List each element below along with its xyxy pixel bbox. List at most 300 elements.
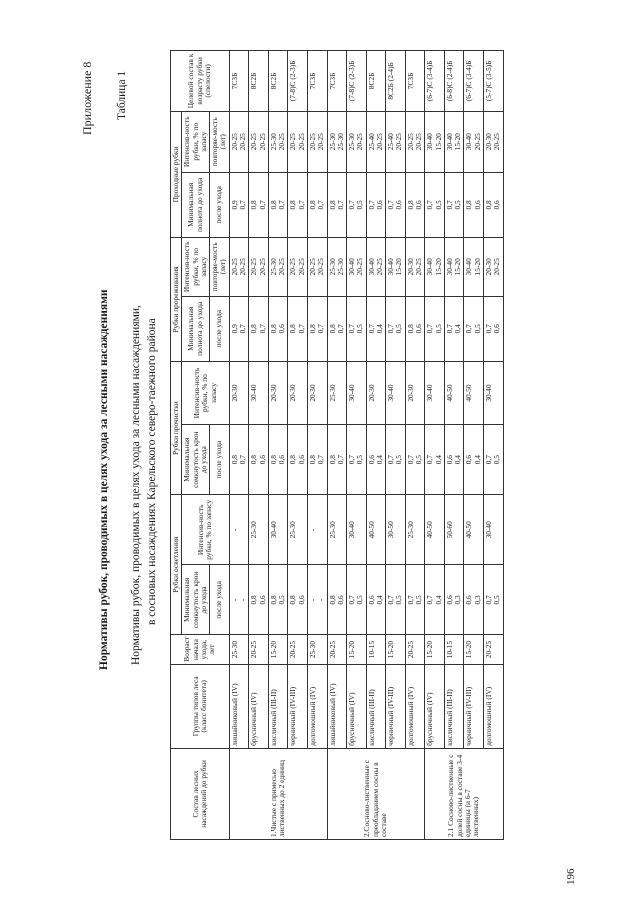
thinning-intensity-cell — [484, 238, 504, 296]
passage-intensity-cell-after: 20-25 — [296, 133, 306, 151]
passage-density-cell — [405, 172, 425, 237]
cleaning-density-cell-after: 0,4 — [374, 455, 384, 465]
table-row — [464, 51, 484, 840]
passage-intensity-cell-after: 20-25 — [394, 133, 404, 151]
passage-density-cell-before: 0,8 — [268, 200, 278, 210]
lighting-density-cell-before: 0,7 — [386, 595, 396, 605]
lighting-density-cell-after: - — [316, 598, 326, 602]
header-p-min: Минимальная полнота до ухода — [182, 172, 210, 237]
lighting-density-cell — [288, 565, 308, 635]
header-c-after: после ухода — [210, 425, 230, 495]
passage-intensity-cell-before: 25-40 — [366, 133, 376, 151]
thinning-density-cell-before: 0,8 — [288, 324, 298, 334]
passage-intensity-cell-after: 20-25 — [492, 133, 502, 151]
table-row — [249, 51, 269, 840]
thinning-density-cell-after: 0,5 — [433, 324, 443, 334]
table-row — [484, 51, 504, 840]
lighting-density-cell — [347, 565, 367, 635]
lighting-density-cell — [249, 565, 269, 635]
passage-intensity-cell — [464, 111, 484, 172]
passage-density-cell — [229, 172, 249, 237]
cleaning-intensity-cell: 30-40 — [484, 361, 504, 424]
thinning-density-cell-before: 0,7 — [425, 324, 435, 334]
target-composition-cell: 8С2Б — [268, 51, 288, 112]
passage-density-cell-after: 0,6 — [414, 200, 424, 210]
passage-density-cell-before: 0,7 — [347, 200, 357, 210]
lighting-intensity-cell: 30-40 — [347, 495, 367, 565]
passage-intensity-cell — [386, 111, 406, 172]
passage-intensity-cell-after: 20-25 — [237, 133, 247, 151]
passage-intensity-cell — [425, 111, 445, 172]
thinning-intensity-cell — [366, 238, 386, 296]
group-name-cell: 2.Сосново-лиственные с преобладанием сосны в составе — [327, 748, 425, 839]
target-composition-cell: (6-7)С (3-4)Б — [464, 51, 484, 112]
thinning-density-cell-before: 0,7 — [464, 324, 474, 334]
table-header — [171, 51, 230, 840]
thinning-density-cell-before: 0,8 — [405, 324, 415, 334]
table-row — [444, 51, 464, 840]
thinning-density-cell-after: 0,4 — [453, 324, 463, 334]
cleaning-density-cell-before: 0,8 — [229, 455, 239, 465]
passage-density-cell-before: 0,7 — [366, 200, 376, 210]
thinning-intensity-cell-after: 20-25 — [257, 258, 267, 276]
passage-density-cell-after: 0,6 — [472, 200, 482, 210]
thinning-density-cell-before: 0,8 — [268, 324, 278, 334]
passage-intensity-cell-after: 15-20 — [433, 133, 443, 151]
header-l-min: Минимальная сомкнутость крон до ухода — [182, 565, 210, 635]
group-name-cell: 2.1 Сосново-лиственные с долей сосны в составе 3-4 единицы (и 6-7 лиственных) — [425, 748, 503, 839]
header-age: Возраст начала ухода, лет — [171, 635, 230, 664]
cleaning-density-cell-before: 0,8 — [307, 455, 317, 465]
lighting-density-cell — [484, 565, 504, 635]
lighting-density-cell-before: - — [307, 598, 317, 602]
passage-density-cell-after: 0,6 — [394, 200, 404, 210]
thinning-intensity-cell-before: 30-40 — [425, 258, 435, 276]
table-label: Таблица 1 — [116, 70, 128, 120]
passage-density-cell-after: 0,6 — [492, 200, 502, 210]
thinning-intensity-cell — [288, 238, 308, 296]
passage-intensity-cell-after: 25-30 — [335, 133, 345, 151]
header-l-after: после ухода — [210, 565, 230, 635]
lighting-intensity-cell: 25-30 — [288, 495, 308, 565]
passage-density-cell — [484, 172, 504, 237]
passage-density-cell-after: 0,5 — [433, 200, 443, 210]
header-thinning: Рубки прореживания — [171, 238, 182, 362]
thinning-density-cell-before: 0,9 — [229, 324, 239, 334]
table-row — [425, 51, 445, 840]
lighting-intensity-cell: 40-50 — [425, 495, 445, 565]
thinning-density-cell — [347, 296, 367, 361]
cleaning-density-cell — [386, 425, 406, 495]
passage-intensity-cell-after: 20-25 — [257, 133, 267, 151]
cleaning-density-cell-before: 0,8 — [268, 455, 278, 465]
cleaning-density-cell — [229, 425, 249, 495]
cleaning-density-cell-after: 0,5 — [492, 455, 502, 465]
cleaning-intensity-cell: 40-50 — [464, 361, 484, 424]
thinning-intensity-cell — [405, 238, 425, 296]
thinning-density-cell-before: 0,7 — [386, 324, 396, 334]
cleaning-density-cell-after: 0,6 — [296, 455, 306, 465]
lighting-density-cell — [307, 565, 327, 635]
cleaning-density-cell-before: 0,7 — [484, 455, 493, 465]
forest-type-cell: долгомошный (IV) — [405, 664, 425, 748]
lighting-intensity-cell: - — [229, 495, 249, 565]
table-row — [307, 51, 327, 840]
age-cell: 20-25 — [405, 635, 425, 664]
age-cell: 20-25 — [327, 635, 347, 664]
thinning-intensity-cell-before: 30-40 — [464, 258, 474, 276]
passage-intensity-cell-before: 30-40 — [464, 133, 474, 151]
cleaning-density-cell-before: 0,6 — [464, 455, 474, 465]
cleaning-density-cell-after: 0,5 — [355, 455, 365, 465]
passage-intensity-cell-after: 15-20 — [453, 133, 463, 151]
cleaning-intensity-cell: 20-30 — [366, 361, 386, 424]
cleaning-intensity-cell: 20-30 — [268, 361, 288, 424]
lighting-intensity-cell: 40-50 — [464, 495, 484, 565]
lighting-density-cell-after: 0,5 — [492, 595, 502, 605]
lighting-intensity-cell: 25-30 — [249, 495, 269, 565]
header-t-after: после ухода — [210, 296, 230, 361]
passage-intensity-cell-before: 20-25 — [249, 133, 259, 151]
thinning-density-cell-after: 0,5 — [472, 324, 482, 334]
thinning-density-cell-before: 0,7 — [347, 324, 357, 334]
passage-density-cell-before: 0,8 — [249, 200, 259, 210]
cleaning-density-cell-before: 0,6 — [366, 455, 376, 465]
lighting-density-cell-before: 0,6 — [464, 595, 474, 605]
lighting-density-cell — [405, 565, 425, 635]
cleaning-density-cell-before: 0,7 — [347, 455, 357, 465]
forest-type-cell: кисличный (III-II) — [444, 664, 464, 748]
thinning-intensity-cell-before: 20-30 — [405, 258, 415, 276]
thinning-density-cell-after: 0,7 — [335, 324, 345, 334]
table-row — [229, 51, 249, 840]
thinning-intensity-cell — [464, 238, 484, 296]
passage-density-cell-after: 0,5 — [355, 200, 365, 210]
passage-density-cell — [464, 172, 484, 237]
cleaning-density-cell-before: 0,7 — [425, 455, 435, 465]
header-forest-type: Группы типов леса (класс бонитета) — [171, 664, 230, 748]
cleaning-density-cell-after: 0,6 — [257, 455, 267, 465]
thinning-intensity-cell — [444, 238, 464, 296]
cleaning-density-cell-before: 0,7 — [405, 455, 415, 465]
thinning-density-cell-after: 0,7 — [316, 324, 326, 334]
age-cell: 15-20 — [386, 635, 406, 664]
thinning-density-cell-after: 0,6 — [492, 324, 502, 334]
passage-intensity-cell-after: 20-25 — [355, 133, 365, 151]
thinning-intensity-cell-before: 20-30 — [484, 258, 493, 276]
thinning-intensity-cell-before: 30-40 — [366, 258, 376, 276]
passage-density-cell-before: 0,7 — [444, 200, 454, 210]
cleaning-density-cell-after: 0,5 — [414, 455, 424, 465]
forest-type-cell: брусничный (IV) — [249, 664, 269, 748]
lighting-intensity-cell: 30-40 — [484, 495, 504, 565]
lighting-density-cell-after: 0,5 — [394, 595, 404, 605]
thinning-intensity-cell — [327, 238, 347, 296]
thinning-intensity-cell-after: 15-20 — [453, 258, 463, 276]
lighting-density-cell-after: 0,4 — [374, 595, 384, 605]
lighting-density-cell — [386, 565, 406, 635]
lighting-density-cell-after: 0,3 — [453, 595, 463, 605]
age-cell: 15-20 — [425, 635, 445, 664]
thinning-intensity-cell-before: 25-30 — [268, 258, 278, 276]
forest-type-cell: черничный (IV-III) — [464, 664, 484, 748]
passage-intensity-cell — [366, 111, 386, 172]
target-composition-cell: (6-8)С (2-4)Б — [444, 51, 464, 112]
passage-intensity-cell — [307, 111, 327, 172]
lighting-density-cell-before: 0,7 — [347, 595, 357, 605]
cleaning-density-cell — [288, 425, 308, 495]
cleaning-density-cell-after: 0,7 — [335, 455, 345, 465]
cleaning-density-cell — [425, 425, 445, 495]
header-t-min: Минимальная полнота до ухода — [182, 296, 210, 361]
cleaning-density-cell — [307, 425, 327, 495]
lighting-density-cell — [229, 565, 249, 635]
cleaning-density-cell — [327, 425, 347, 495]
main-title: Нормативы рубок, проводимых в целях ухода за лесными насаждениями — [98, 289, 110, 670]
age-cell: 25-30 — [229, 635, 249, 664]
table-row — [288, 51, 308, 840]
forest-type-cell: долгомошный (IV) — [484, 664, 504, 748]
passage-intensity-cell-before: 25-40 — [386, 133, 396, 151]
lighting-density-cell-after: 0,5 — [414, 595, 424, 605]
cleaning-intensity-cell: 40-50 — [444, 361, 464, 424]
thinning-intensity-cell-after: 20-25 — [414, 258, 424, 276]
passage-intensity-cell — [327, 111, 347, 172]
lighting-density-cell-after: 0,6 — [257, 595, 267, 605]
lighting-intensity-cell: - — [307, 495, 327, 565]
thinning-density-cell — [484, 296, 504, 361]
passage-intensity-cell — [249, 111, 269, 172]
thinning-intensity-cell-before: 20-25 — [288, 258, 298, 276]
age-cell: 20-25 — [288, 635, 308, 664]
cleaning-intensity-cell: 20-30 — [307, 361, 327, 424]
header-c-min: Минимальная сомкнутость крон до ухода — [182, 425, 210, 495]
passage-intensity-cell — [288, 111, 308, 172]
passage-density-cell-after: 0,7 — [277, 200, 287, 210]
thinning-intensity-cell-after: 20-25 — [492, 258, 502, 276]
thinning-density-cell-before: 0,8 — [327, 324, 337, 334]
cleaning-density-cell-after: 0,7 — [316, 455, 326, 465]
lighting-density-cell — [425, 565, 445, 635]
lighting-density-cell-before: 0,8 — [327, 595, 337, 605]
cleaning-density-cell-after: 0,4 — [472, 455, 482, 465]
cleaning-density-cell-before: 0,7 — [386, 455, 396, 465]
thinning-intensity-cell — [249, 238, 269, 296]
passage-density-cell-before: 0,7 — [386, 200, 396, 210]
thinning-density-cell — [327, 296, 347, 361]
forest-type-cell: брусничный (IV) — [347, 664, 367, 748]
header-lighting: Рубки осветления — [171, 495, 182, 635]
thinning-intensity-cell-before: 30-40 — [347, 258, 357, 276]
cleaning-density-cell-after: 0,7 — [237, 455, 247, 465]
passage-density-cell-before: 0,8 — [464, 200, 474, 210]
passage-intensity-cell — [229, 111, 249, 172]
passage-density-cell-after: 0,7 — [335, 200, 345, 210]
thinning-density-cell-after: 0,6 — [414, 324, 424, 334]
lighting-intensity-cell: 25-30 — [405, 495, 425, 565]
lighting-intensity-cell: 40-50 — [366, 495, 386, 565]
cleaning-density-cell — [464, 425, 484, 495]
lighting-density-cell-before: - — [229, 598, 239, 602]
forest-type-cell: долгомошный (IV) — [307, 664, 327, 748]
age-cell: 20-25 — [249, 635, 269, 664]
lighting-density-cell — [327, 565, 347, 635]
thinning-intensity-cell-after: 20-25 — [355, 258, 365, 276]
passage-density-cell — [327, 172, 347, 237]
target-composition-cell: 7С3Б — [405, 51, 425, 112]
passage-intensity-cell-before: 25-30 — [327, 133, 337, 151]
header-t-int: Интенсив-ность рубки, % по запасу — [182, 238, 210, 296]
age-cell: 15-20 — [347, 635, 367, 664]
thinning-intensity-cell-before: 20-25 — [307, 258, 317, 276]
cleaning-intensity-cell: 20-30 — [288, 361, 308, 424]
table-row — [268, 51, 288, 840]
passage-density-cell-after: 0,7 — [257, 200, 267, 210]
thinning-density-cell — [366, 296, 386, 361]
passage-density-cell-before: 0,8 — [405, 200, 415, 210]
target-composition-cell: 7С3Б — [327, 51, 347, 112]
cleaning-intensity-cell: 30-40 — [249, 361, 269, 424]
thinning-density-cell — [307, 296, 327, 361]
table-row — [347, 51, 367, 840]
lighting-density-cell-before: 0,8 — [268, 595, 278, 605]
lighting-intensity-cell: 30-40 — [268, 495, 288, 565]
passage-density-cell-before: 0,8 — [484, 200, 493, 210]
cleaning-density-cell — [366, 425, 386, 495]
cutting-norms-table — [170, 50, 504, 840]
thinning-intensity-cell-after: 15-20 — [472, 258, 482, 276]
lighting-density-cell-after: 0,3 — [472, 595, 482, 605]
table-subtitle-line-1: Нормативы рубок, проводимых в целях ухода за лесными насаждениями, — [130, 305, 142, 665]
passage-density-cell-before: 0,7 — [425, 200, 435, 210]
thinning-intensity-cell-before: 20-25 — [229, 258, 239, 276]
forest-type-cell: кисличный (III-II) — [268, 664, 288, 748]
passage-intensity-cell-before: 20-25 — [405, 133, 415, 151]
table-body — [229, 51, 503, 840]
passage-intensity-cell-before: 30-40 — [444, 133, 454, 151]
page-number: 196 — [565, 868, 577, 885]
header-t-rep: повторяе-мость (лет) — [210, 238, 230, 296]
passage-intensity-cell — [405, 111, 425, 172]
thinning-density-cell-before: 0,7 — [366, 324, 376, 334]
passage-density-cell-before: 0,8 — [307, 200, 317, 210]
cleaning-density-cell-before: 0,8 — [249, 455, 259, 465]
passage-density-cell-after: 0,6 — [374, 200, 384, 210]
passage-intensity-cell — [347, 111, 367, 172]
forest-type-cell: лишайниковый (IV) — [229, 664, 249, 748]
target-composition-cell: 8С2Б — [249, 51, 269, 112]
thinning-density-cell — [444, 296, 464, 361]
lighting-intensity-cell: 30-50 — [386, 495, 406, 565]
passage-density-cell — [386, 172, 406, 237]
thinning-intensity-cell — [307, 238, 327, 296]
age-cell: 20-25 — [484, 635, 504, 664]
passage-intensity-cell-after: 20-25 — [472, 133, 482, 151]
passage-intensity-cell-after: 20-25 — [414, 133, 424, 151]
lighting-density-cell-after: 0,6 — [335, 595, 345, 605]
cleaning-density-cell — [484, 425, 504, 495]
age-cell: 15-20 — [268, 635, 288, 664]
cleaning-density-cell-before: 0,6 — [444, 455, 454, 465]
thinning-density-cell — [288, 296, 308, 361]
passage-density-cell — [425, 172, 445, 237]
passage-intensity-cell-before: 25-30 — [268, 133, 278, 151]
thinning-density-cell — [268, 296, 288, 361]
lighting-density-cell — [268, 565, 288, 635]
passage-density-cell-after: 0,7 — [296, 200, 306, 210]
thinning-intensity-cell-after: 20-25 — [277, 258, 287, 276]
group-name-cell: 1.Чистые с примесью лиственных до 2 единиц — [229, 748, 327, 839]
lighting-density-cell-before: 0,7 — [425, 595, 435, 605]
passage-density-cell — [249, 172, 269, 237]
forest-type-cell: черничный (IV-III) — [288, 664, 308, 748]
passage-intensity-cell-before: 20-25 — [229, 133, 239, 151]
passage-intensity-cell-before: 20-25 — [307, 133, 317, 151]
age-cell: 10-15 — [444, 635, 464, 664]
passage-density-cell — [366, 172, 386, 237]
target-composition-cell: 8С2Б (2-4)Б — [386, 51, 406, 112]
lighting-density-cell-after: 0,5 — [355, 595, 365, 605]
age-cell: 10-15 — [366, 635, 386, 664]
passage-density-cell-after: 0,5 — [453, 200, 463, 210]
table-subtitle-line-2: в сосновых насаждениях Карельского северо-таежного района — [146, 318, 158, 625]
thinning-density-cell — [464, 296, 484, 361]
cleaning-density-cell-after: 0,6 — [277, 455, 287, 465]
thinning-density-cell-before: 0,8 — [249, 324, 259, 334]
cleaning-density-cell-after: 0,4 — [453, 455, 463, 465]
lighting-density-cell — [444, 565, 464, 635]
thinning-density-cell-after: 0,6 — [277, 324, 287, 334]
thinning-intensity-cell-before: 25-30 — [327, 258, 337, 276]
header-passage: Проходные рубки — [171, 111, 182, 237]
lighting-density-cell-before: 0,7 — [405, 595, 415, 605]
target-composition-cell: (7-8)С (2-3)Б — [288, 51, 308, 112]
thinning-intensity-cell — [229, 238, 249, 296]
thinning-density-cell-after: 0,4 — [374, 324, 384, 334]
header-target: Целевой состав к возрасту рубки (спелости) — [171, 51, 230, 112]
cleaning-intensity-cell: 30-40 — [425, 361, 445, 424]
table-row — [366, 51, 386, 840]
passage-density-cell-before: 0,8 — [327, 200, 337, 210]
thinning-density-cell — [386, 296, 406, 361]
age-cell: 15-20 — [464, 635, 484, 664]
thinning-intensity-cell-after: 20-25 — [316, 258, 326, 276]
lighting-density-cell — [464, 565, 484, 635]
thinning-intensity-cell-before: 20-25 — [249, 258, 259, 276]
header-cleaning: Рубки прочистки — [171, 361, 182, 494]
forest-type-cell: черничный (IV-III) — [386, 664, 406, 748]
cleaning-intensity-cell: 30-40 — [347, 361, 367, 424]
header-c-int: Интенсив-ность рубки, % по запасу — [182, 361, 229, 424]
thinning-intensity-cell-after: 20-25 — [237, 258, 247, 276]
thinning-intensity-cell-before: 30-40 — [444, 258, 454, 276]
passage-intensity-cell-after: 20-25 — [277, 133, 287, 151]
cleaning-intensity-cell: 20-30 — [405, 361, 425, 424]
table-row — [405, 51, 425, 840]
passage-intensity-cell-before: 25-30 — [347, 133, 357, 151]
thinning-intensity-cell-after: 25-30 — [335, 258, 345, 276]
passage-intensity-cell-before: 20-25 — [288, 133, 298, 151]
cleaning-intensity-cell: 20-30 — [229, 361, 249, 424]
thinning-density-cell-before: 0,7 — [444, 324, 454, 334]
header-p-int: Интенсив-ность рубки, % по запасу — [182, 111, 210, 172]
thinning-intensity-cell-before: 30-40 — [386, 258, 396, 276]
cleaning-density-cell — [405, 425, 425, 495]
forest-type-cell: кисличный (III-II) — [366, 664, 386, 748]
target-composition-cell: (5-7)С (3-5)Б — [484, 51, 504, 112]
lighting-density-cell-before: 0,8 — [249, 595, 259, 605]
cleaning-density-cell — [249, 425, 269, 495]
